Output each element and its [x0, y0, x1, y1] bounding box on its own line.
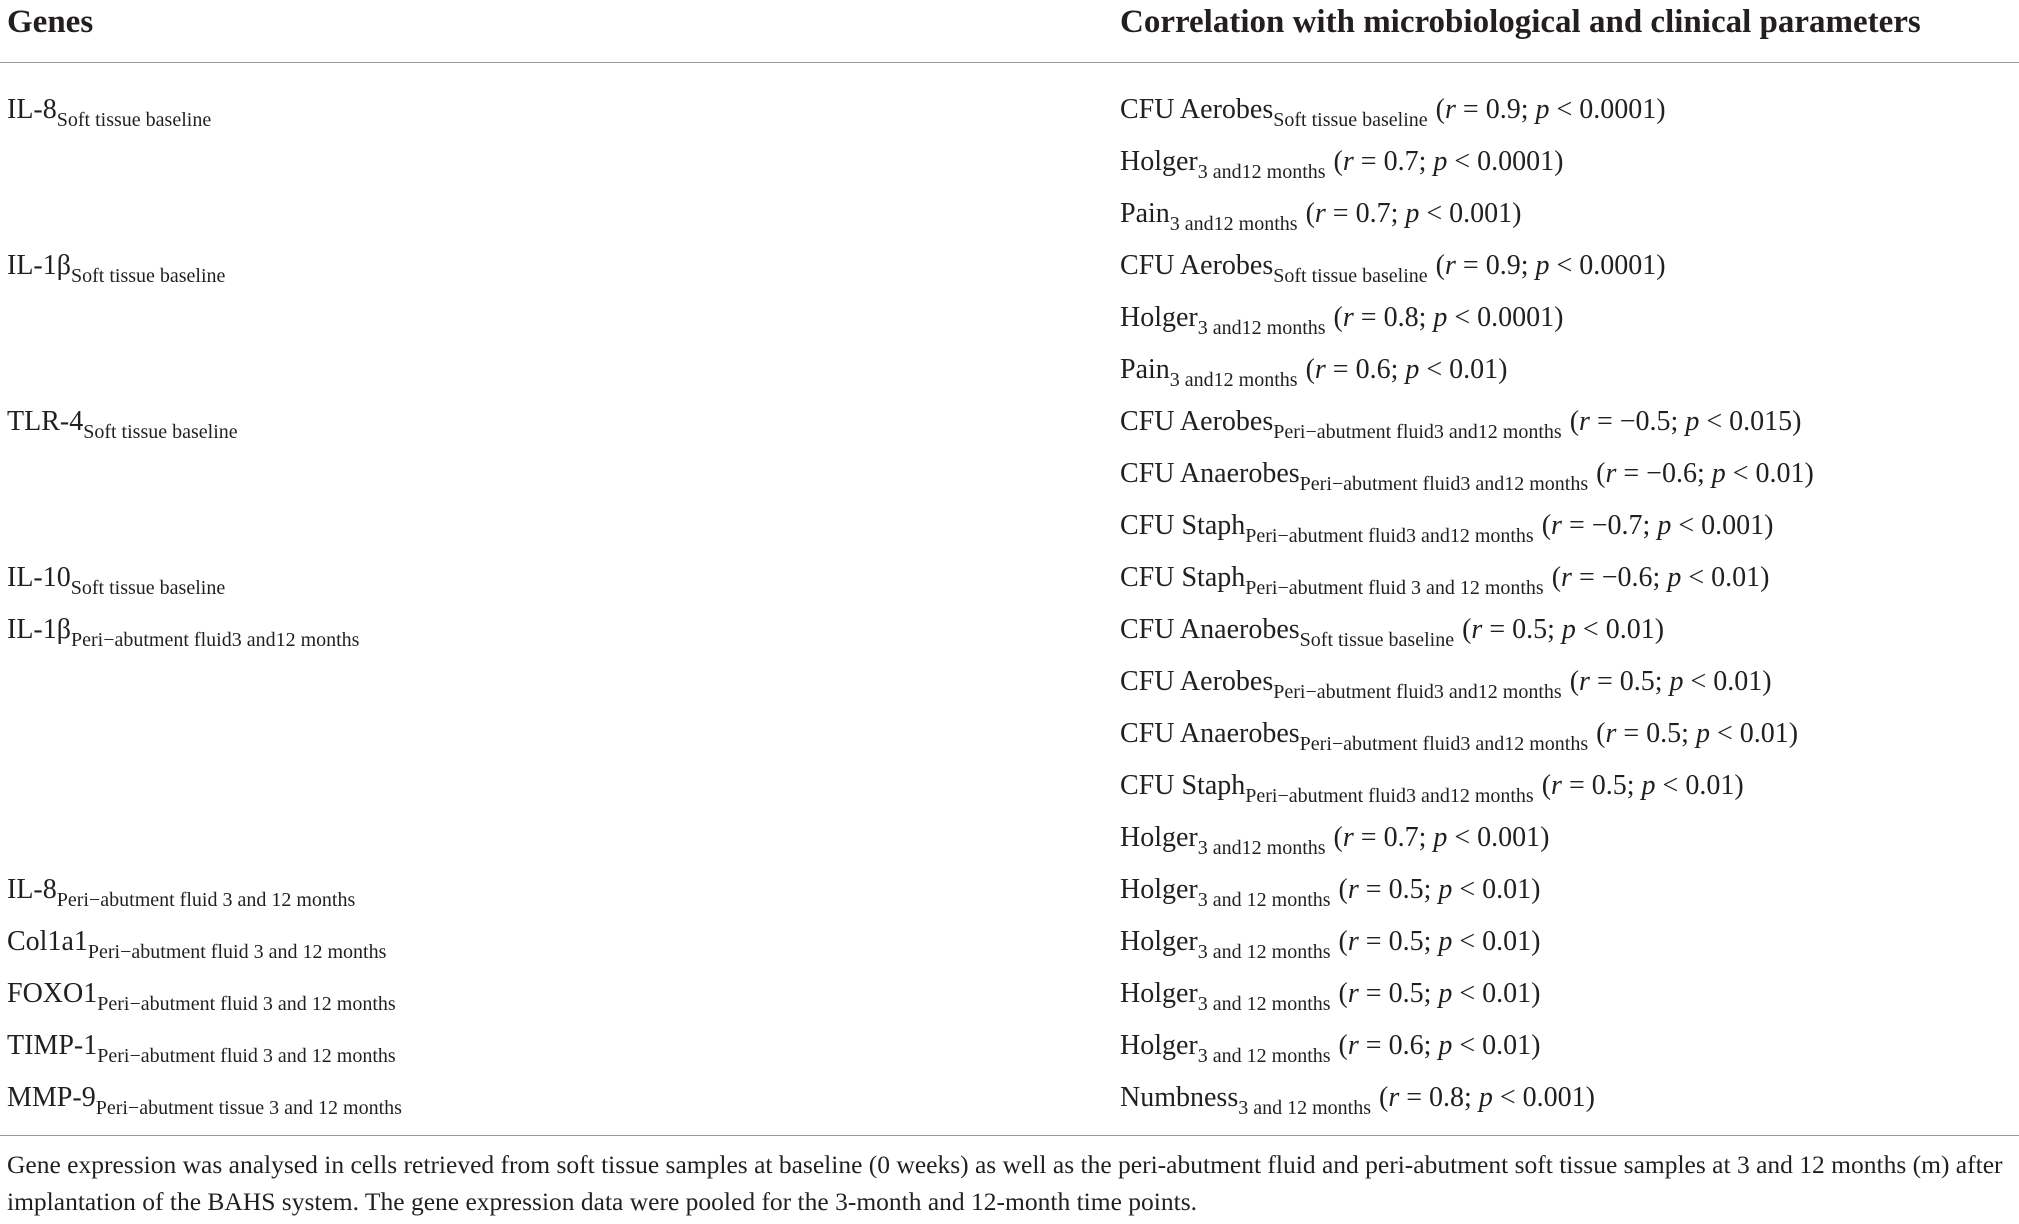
gene-cell: TIMP-$1_{Peri-abutment fluid 3 and 12 months}$ — [7, 1030, 396, 1067]
correlation-cell: CFU Aerobes$_{Soft tissue baseline}$ (r = 0.9; p < 0.0001) — [1120, 94, 1666, 131]
header-rule — [0, 62, 2019, 63]
correlation-cell: CFU Aerobes$_{Peri-abutment fluid3 and12 months}$ (r = 0.5; p < 0.01) — [1120, 666, 1772, 703]
correlation-cell: CFU Staph$_{Peri-abutment fluid3 and12 months}$ (r = −0.7; p < 0.001) — [1120, 510, 1774, 547]
gene-cell: TLR-$4_{Soft tissue baseline}$ — [7, 406, 238, 443]
correlation-cell: Holger$_{3 and 12 months}$ (r = 0.5; p < 0.01) — [1120, 978, 1541, 1015]
correlation-cell: Holger$_{3 and 12 months}$ (r = 0.6; p < 0.01) — [1120, 1030, 1541, 1067]
correlation-cell: Holger$_{3 and 12 months}$ (r = 0.5; p < 0.01) — [1120, 874, 1541, 911]
gene-cell: $IL-8_{Peri-abutment fluid 3 and 12 months}$ — [7, 874, 356, 911]
correlation-cell: CFU Staph$_{Peri-abutment fluid 3 and 12 months}$ (r = −0.6; p < 0.01) — [1120, 562, 1770, 599]
footer-rule — [0, 1135, 2019, 1136]
gene-cell: $FOXO1_{Peri-abutment fluid 3 and 12 months}$ — [7, 978, 396, 1015]
correlation-cell: CFU Aerobes$_{Peri-abutment fluid3 and12 months}$ (r = −0.5; p < 0.015) — [1120, 406, 1802, 443]
correlation-cell: Holger$_{3 and12 months}$ (r = 0.7; p < 0.001) — [1120, 822, 1550, 859]
correlation-cell: CFU Staph$_{Peri-abutment fluid3 and12 months}$ (r = 0.5; p < 0.01) — [1120, 770, 1744, 807]
gene-cell: $IL-10_{Soft tissue baseline}$ — [7, 562, 226, 599]
gene-cell: $Col1a1_{Peri-abutment fluid 3 and 12 months}$ — [7, 926, 387, 963]
correlation-cell: CFU Anaerobes$_{Soft tissue baseline}$ (r = 0.5; p < 0.01) — [1120, 614, 1665, 651]
correlation-cell: CFU Anaerobes$_{Peri-abutment fluid3 and12 months}$ (r = −0.6; p < 0.01) — [1120, 458, 1814, 495]
correlation-cell: Numbness$_{3 and 12 months}$ (r = 0.8; p < 0.001) — [1120, 1082, 1595, 1119]
correlation-cell: Holger$_{3 and 12 months}$ (r = 0.5; p < 0.01) — [1120, 926, 1541, 963]
correlation-cell: Pain$_{3 and12 months}$ (r = 0.6; p < 0.01) — [1120, 354, 1508, 391]
correlation-cell: Holger$_{3 and12 months}$ (r = 0.7; p < 0.0001) — [1120, 146, 1564, 183]
table-footnote: Gene expression was analysed in cells retrieved from soft tissue samples at baseline (0 weeks) as well as the peri-abutment fluid and peri-abutment soft tissue samples at 3 and 12 months (m) after implantation of the BAHS system. The gene expression data were pooled for the 3-month and 12-month time points. — [7, 1150, 2003, 1216]
header-correlation: Correlation with microbiological and clinical parameters — [1120, 4, 1921, 40]
header-genes: Genes — [7, 4, 94, 40]
gene-cell: $IL-8_{Soft tissue baseline}$ — [7, 94, 212, 131]
correlation-cell: Holger$_{3 and12 months}$ (r = 0.8; p < 0.0001) — [1120, 302, 1564, 339]
correlation-cell: Pain$_{3 and12 months}$ (r = 0.7; p < 0.001) — [1120, 198, 1522, 235]
correlation-cell: CFU Aerobes$_{Soft tissue baseline}$ (r = 0.9; p < 0.0001) — [1120, 250, 1666, 287]
correlation-cell: CFU Anaerobes$_{Peri-abutment fluid3 and12 months}$ (r = 0.5; p < 0.01) — [1120, 718, 1799, 755]
gene-cell: MMP-$9_{Peri-abutment tissue 3 and 12 months}$ — [7, 1082, 402, 1119]
gene-cell: $IL-1\beta_{Soft tissue baseline}$ — [7, 250, 226, 287]
gene-cell: $IL-1\beta_{Peri-abutment fluid3 and12 months}$ — [7, 614, 360, 651]
